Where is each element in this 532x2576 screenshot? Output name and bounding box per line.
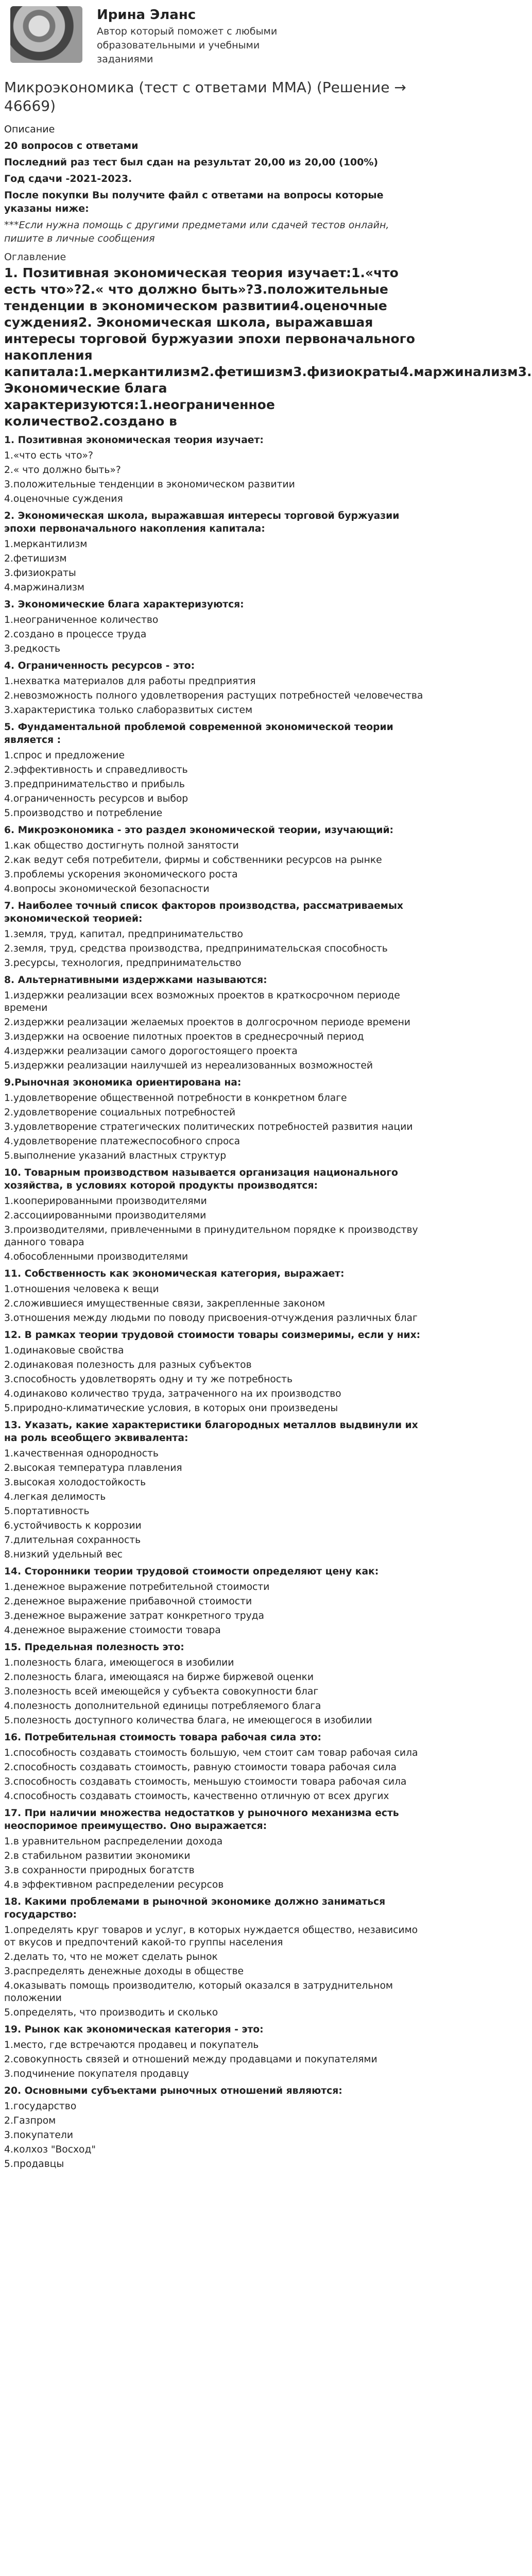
question-heading: 14. Сторонники теории трудовой стоимости определяют цену как: — [4, 1566, 379, 1577]
answer-option: 4.денежное выражение стоимости товара — [4, 1625, 221, 1636]
answer-option: 1.издержки реализации всех возможных проектов в краткосрочном периоде времени — [4, 990, 400, 1013]
answer-option: 5.определять, что производить и сколько — [4, 2007, 218, 2018]
answer-option: 2.Газпром — [4, 2115, 56, 2126]
answer-option: 3.редкость — [4, 643, 61, 654]
answer-option: 3.денежное выражение затрат конкретного труда — [4, 1611, 265, 1621]
answer-option: 3.распределять денежные доходы в обществе — [4, 1966, 244, 1977]
answer-option: 2.фетишизм — [4, 553, 67, 564]
answer-option: 2.удовлетворение социальных потребностей — [4, 1107, 236, 1118]
answer-option: 8.низкий удельный вес — [4, 1549, 123, 1560]
answer-option: 3.способность создавать стоимость, меньшую стоимости товара рабочая сила — [4, 1776, 407, 1787]
answer-option: 3.издержки на освоение пилотных проектов в среднесрочный период — [4, 1031, 364, 1042]
answer-option: 2.ассоциированными производителями — [4, 1210, 207, 1221]
answer-option: 1.способность создавать стоимость большую, чем стоит сам товар рабочая сила — [4, 1748, 418, 1758]
answer-option: 2.невозможность полного удовлетворения растущих потребностей человечества — [4, 690, 423, 701]
answer-option: 4.ограниченность ресурсов и выбор — [4, 793, 188, 804]
answer-option: 2.издержки реализации желаемых проектов в долгосрочном периоде времени — [4, 1017, 410, 1028]
answer-option: 2.совокупность связей и отношений между продавцами и покупателями — [4, 2054, 377, 2065]
answer-option: 1.«что есть что»? — [4, 450, 93, 461]
answer-option: 7.длительная сохранность — [4, 1535, 141, 1546]
answer-option: 4.вопросы экономической безопасности — [4, 884, 210, 894]
question-heading: 17. При наличии множества недостатков у рыночного механизма есть неоспоримое преимущество. Оно выражается: — [4, 1808, 399, 1832]
description-label: Описание — [4, 124, 55, 135]
question-heading: 2. Экономическая школа, выражавшая интересы торговой буржуазии эпохи первоначального накопления капитала: — [4, 511, 400, 534]
question-heading: 4. Ограниченность ресурсов - это: — [4, 660, 195, 671]
answer-option: 1.в уравнительном распределении дохода — [4, 1836, 223, 1847]
answer-option: 3.проблемы ускорения экономического роста — [4, 869, 238, 880]
answer-option: 1.нехватка материалов для работы предприятия — [4, 676, 256, 687]
answer-option: 4.в эффективном распределении ресурсов — [4, 1879, 224, 1890]
question-heading: 20. Основными субъектами рыночных отношений являются: — [4, 2086, 342, 2096]
last-pass: Последний раз тест был сдан на результат 20,00 из 20,00 (100%) — [4, 157, 379, 168]
answer-option: 3.в сохранности природных богатств — [4, 1865, 195, 1876]
answer-option: 3.высокая холодостойкость — [4, 1477, 146, 1488]
answer-option: 1.как общество достигнуть полной занятости — [4, 840, 239, 851]
answer-option: 3.ресурсы, технология, предпринимательство — [4, 958, 242, 969]
answer-option: 4.оказывать помощь производителю, который оказался в затруднительном положении — [4, 1980, 393, 2004]
answer-option: 1.одинаковые свойства — [4, 1345, 124, 1356]
answer-option: 2.полезность блага, имеющаяся на бирже биржевой оценки — [4, 1672, 314, 1683]
answer-option: 3.покупатели — [4, 2130, 73, 2141]
answer-option: 2.в стабильном развитии экономики — [4, 1851, 191, 1861]
answer-option: 4.одинаково количество труда, затраченного на их производство — [4, 1388, 341, 1399]
answer-option: 4.обособленными производителями — [4, 1251, 188, 1262]
answer-option: 4.колхоз "Восход" — [4, 2144, 96, 2155]
answer-option: 5.продавцы — [4, 2159, 64, 2170]
questions-list — [4, 434, 424, 2171]
answer-option: 1.отношения человека к вещи — [4, 1284, 159, 1295]
answer-option: 2.высокая температура плавления — [4, 1463, 182, 1473]
answer-option: 1.меркантилизм — [4, 539, 88, 550]
question-heading: 13. Указать, какие характеристики благородных металлов выдвинули их на роль всеобщего эквивалента: — [4, 1420, 418, 1444]
answer-option: 2.создано в процессе труда — [4, 629, 147, 640]
answer-option: 1.государство — [4, 2101, 77, 2112]
answer-option: 4.удовлетворение платежеспособного спроса — [4, 1136, 241, 1147]
question-heading: 11. Собственность как экономическая категория, выражает: — [4, 1268, 345, 1279]
question-heading: 3. Экономические блага характеризуются: — [4, 599, 244, 610]
answer-option: 4.оценочные суждения — [4, 494, 123, 504]
question-heading: 7. Наиболее точный список факторов производства, рассматриваемых экономической теорией: — [4, 901, 403, 924]
question-heading: 18. Какими проблемами в рыночной экономике должно заниматься государство: — [4, 1896, 386, 1920]
answer-option: 5.производство и потребление — [4, 808, 163, 819]
year: Год сдачи -2021-2023. — [4, 173, 132, 184]
answer-option: 5.природно-климатические условия, в которых они произведены — [4, 1403, 338, 1414]
answer-option: 1.полезность блага, имеющегося в изобилии — [4, 1657, 234, 1668]
author-name[interactable]: Ирина Эланс — [97, 7, 196, 23]
question-heading: 12. В рамках теории трудовой стоимости товары соизмеримы, если у них: — [4, 1330, 421, 1341]
answer-option: 1.место, где встречаются продавец и покупатель — [4, 2040, 259, 2050]
answer-option: 3.предпринимательство и прибыль — [4, 779, 185, 790]
answer-option: 4.издержки реализации самого дорогостоящего проекта — [4, 1046, 298, 1057]
answer-option: 1.спрос и предложение — [4, 750, 125, 761]
page-title: Микроэкономика (тест с ответами ММА) (Решение → 46669) — [4, 79, 406, 114]
question-heading: 9.Рыночная экономика ориентирована на: — [4, 1077, 242, 1088]
answer-option: 5.портативность — [4, 1506, 90, 1517]
question-count: 20 вопросов с ответами — [4, 140, 139, 151]
question-heading: 5. Фундаментальной проблемой современной экономической теории является : — [4, 722, 393, 745]
answer-option: 2.« что должно быть»? — [4, 465, 121, 476]
question-heading: 6. Микроэкономика - это раздел экономической теории, изучающий: — [4, 825, 394, 836]
answer-option: 3.производителями, привлеченными в принудительном порядке к производству данного товара — [4, 1225, 418, 1248]
answer-option: 5.полезность доступного количества блага, не имеющегося в изобилии — [4, 1715, 372, 1726]
answer-option: 4.способность создавать стоимость, качественно отличную от всех других — [4, 1791, 389, 1802]
after-purchase: После покупки Вы получите файл с ответами на вопросы которые указаны ниже: — [4, 190, 384, 214]
author-description: Автор который поможет с любыми образовательными и учебными заданиями — [97, 26, 278, 65]
answer-option: 4.маржинализм — [4, 582, 85, 593]
answer-option: 4.легкая делимость — [4, 1492, 106, 1502]
question-heading: 16. Потребительная стоимость товара рабочая сила это: — [4, 1732, 321, 1743]
question-heading: 1. Позитивная экономическая теория изучает: — [4, 435, 264, 446]
answer-option: 3.способность удовлетворять одну и ту же потребность — [4, 1374, 293, 1385]
answer-option: 3.полезность всей имеющейся у субъекта совокупности благ — [4, 1686, 319, 1697]
answer-option: 3.характеристика только слаборазвитых систем — [4, 705, 253, 716]
answer-option: 5.выполнение указаний властных структур — [4, 1150, 227, 1161]
answer-option: 2.делать то, что не может сделать рынок — [4, 1952, 218, 1962]
answer-option: 1.удовлетворение общественной потребности в конкретном благе — [4, 1093, 347, 1104]
answer-option: 3.отношения между людьми по поводу присвоения-отчуждения различных благ — [4, 1313, 418, 1324]
answer-option: 2.эффективность и справедливость — [4, 765, 188, 775]
question-heading: 10. Товарным производством называется организация национального хозяйства, в условиях которой продукты производятся: — [4, 1167, 398, 1191]
answer-option: 4.полезность дополнительной единицы потребляемого блага — [4, 1701, 321, 1711]
answer-option: 3.подчинение покупателя продавцу — [4, 2069, 189, 2079]
avatar[interactable] — [10, 6, 82, 63]
answer-option: 5.издержки реализации наилучшей из нереализованных возможностей — [4, 1060, 373, 1071]
answer-option: 1.качественная однородность — [4, 1448, 159, 1459]
answer-option: 2.как ведут себя потребители, фирмы и собственники ресурсов на рынке — [4, 855, 382, 866]
answer-option: 2.денежное выражение прибавочной стоимости — [4, 1596, 252, 1607]
help-note: ***Если нужна помощь с другими предметами или сдачей тестов онлайн, пишите в личные сообщения — [4, 219, 389, 244]
answer-option: 1.денежное выражение потребительной стоимости — [4, 1582, 270, 1592]
answer-option: 3.физиократы — [4, 568, 76, 579]
question-heading: 19. Рынок как экономическая категория - это: — [4, 2024, 264, 2035]
answer-option: 3.удовлетворение стратегических политических потребностей развития нации — [4, 1122, 413, 1132]
answer-option: 1.неограниченное количество — [4, 615, 159, 625]
answer-option: 1.определять круг товаров и услуг, в которых нуждается общество, независимо от вкусов и предпочтений какой-то группы населения — [4, 1925, 418, 1948]
author-header — [4, 0, 424, 72]
answer-option: 2.одинаковая полезность для разных субъектов — [4, 1360, 252, 1370]
answer-option: 1.земля, труд, капитал, предпринимательство — [4, 929, 243, 940]
toc-label: Оглавление — [4, 251, 66, 263]
answer-option: 2.способность создавать стоимость, равную стоимости товара рабочая сила — [4, 1762, 397, 1773]
answer-option: 6.устойчивость к коррозии — [4, 1520, 142, 1531]
question-heading: 8. Альтернативными издержками называются: — [4, 975, 267, 986]
answer-option: 3.положительные тенденции в экономическом развитии — [4, 479, 295, 490]
answer-option: 2.земля, труд, средства производства, предпринимательская способность — [4, 943, 388, 954]
question-heading: 15. Предельная полезность это: — [4, 1642, 184, 1653]
toc: 1. Позитивная экономическая теория изучает:1.«что есть что»?2.« что должно быть»?3.положительные тенденции в экономическом развитии4.оценочные суждения2. Экономическая школа, выражавшая интересы торговой буржуазии эпохи первоначального накопления капитала:1.меркантилизм2.фетишизм3.физиократы4.маржинализм3. Экономические блага характеризуются:1.неограниченное количество2.создано в — [4, 265, 532, 429]
answer-option: 2.сложившиеся имущественные связи, закрепленные законом — [4, 1298, 325, 1309]
answer-option: 1.кооперированными производителями — [4, 1196, 207, 1207]
